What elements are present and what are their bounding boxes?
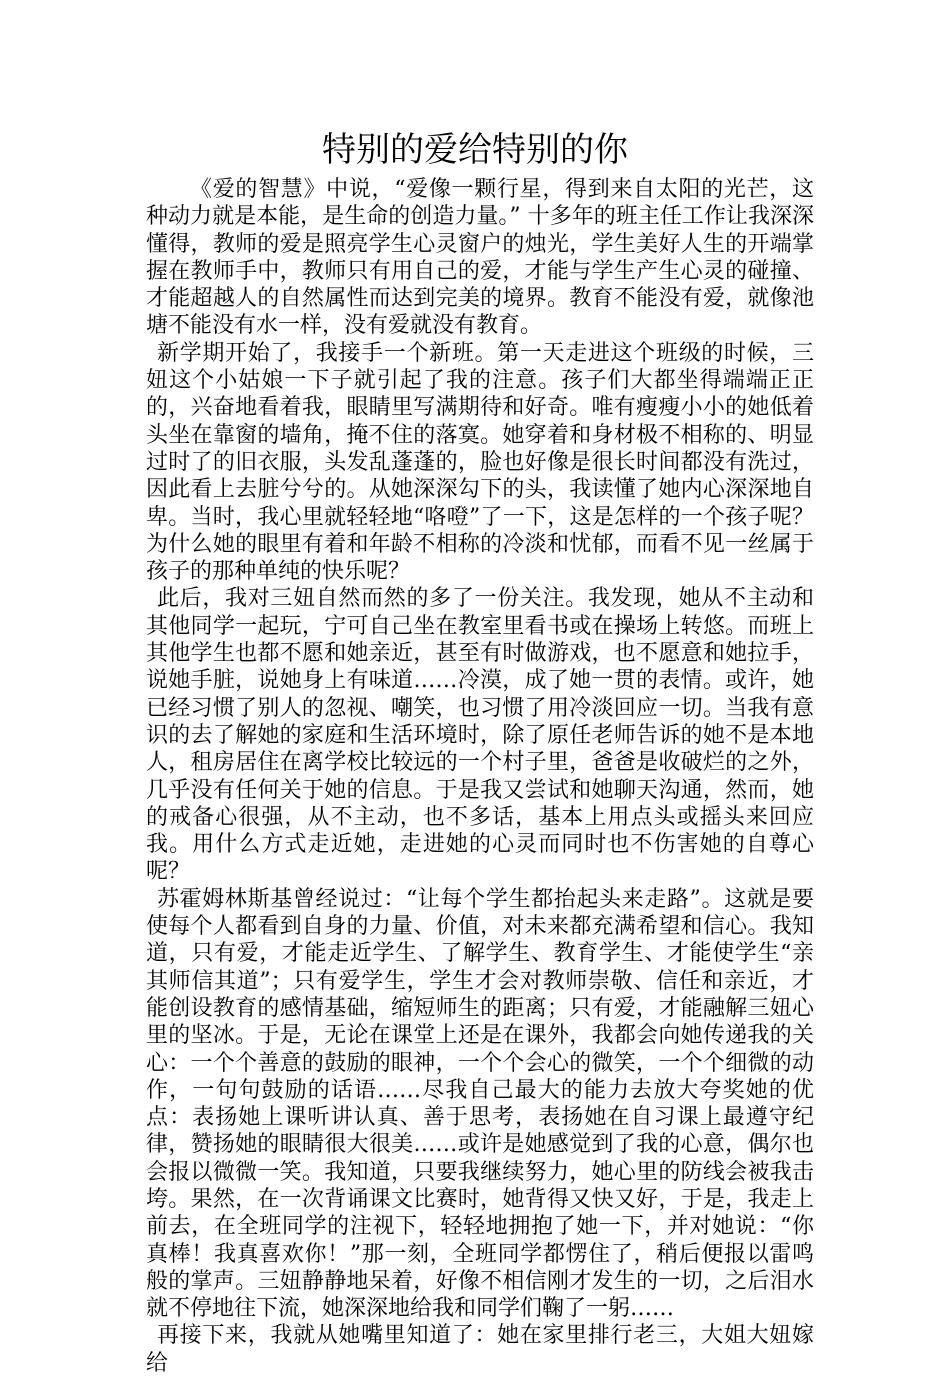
- paragraph-4: 苏霍姆林斯基曾经说过：“让每个学生都抬起头来走路”。这就是要使每个人都看到自身的力量、价值，对未来都充满希望和信心。我知道，只有爱，才能走近学生、了解学生、教育学生、才能使学生“亲其师信其道”；只有爱学生，学生才会对教师崇敬、信任和亲近，才能创设教育的感情基础，缩短师生的距离；只有爱，才能融解三妞心里的坚冰。于是，无论在课堂上还是在课外，我都会向她传递我的关心：一个个善意的鼓励的眼神，一个个会心的微笑，一个个细微的动作，一句句鼓励的话语……尽我自己最大的能力去放大夸奖她的优点：表扬她上课听讲认真、善于思考，表扬她在自习课上最遵守纪律，赞扬她的眼睛很大很美……或许是她感觉到了我的心意，偶尔也会报以微微一笑。我知道，只要我继续努力，她心里的防线会被我击垮。果然，在一次背诵课文比赛时，她背得又快又好，于是，我走上前去，在全班同学的注视下，轻轻地拥抱了她一下，并对她说：“你真棒！我真喜欢你！”那一刻，全班同学都愣住了，稍后便报以雷鸣般的掌声。三妞静静地呆着，好像不相信刚才发生的一切，之后泪水就不停地往下流，她深深地给我和同学们鞠了一躬……: [146, 886, 814, 1322]
- paragraph-3: 此后，我对三妞自然而然的多了一份关注。我发现，她从不主动和其他同学一起玩，宁可自己坐在教室里看书或在操场上转悠。而班上其他学生也都不愿和她亲近，甚至有时做游戏，也不愿意和她拉手，说她手脏，说她身上有味道……冷漠，成了她一贯的表情。或许，她已经习惯了别人的忽视、嘲笑，也习惯了用冷淡回应一切。当我有意识的去了解她的家庭和生活环境时，除了原任老师告诉的她不是本地人，租房居住在离学校比较远的一个村子里，爸爸是收破烂的之外，几乎没有任何关于她的信息。于是我又尝试和她聊天沟通，然而，她的戒备心很强，从不主动，也不多话，基本上用点头或摇头来回应我。用什么方式走近她，走进她的心灵而同时也不伤害她的自尊心呢？: [146, 586, 814, 885]
- paragraph-2: 新学期开始了，我接手一个新班。第一天走进这个班级的时候，三妞这个小姑娘一下子就引起了我的注意。孩子们大都坐得端端正正的，兴奋地看着我，眼睛里写满期待和好奇。唯有瘦瘦小小的她低着头坐在靠窗的墙角，掩不住的落寞。她穿着和身材极不相称的、明显过时了的旧衣服，头发乱蓬蓬的，脸也好像是很长时间都没有洗过，因此看上去脏兮兮的。从她深深勾下的头，我读懂了她内心深深地自卑。当时，我心里就轻轻地“咯噔”了一下，这是怎样的一个孩子呢？为什么她的眼里有着和年龄不相称的冷淡和忧郁，而看不见一丝属于孩子的那种单纯的快乐呢？: [146, 340, 814, 585]
- document-title: 特别的爱给特别的你: [322, 130, 628, 170]
- document-body: [146, 176, 814, 1377]
- paragraph-1: 《爱的智慧》中说，“爱像一颗行星，得到来自太阳的光芒，这种动力就是本能，是生命的创造力量。” 十多年的班主任工作让我深深懂得，教师的爱是照亮学生心灵窗户的烛光，学生美好人生的开端掌握在教师手中，教师只有用自己的爱，才能与学生产生心灵的碰撞、才能超越人的自然属性而达到完美的境界。教育不能没有爱，就像池塘不能没有水一样，没有爱就没有教育。: [146, 177, 814, 339]
- paragraph-5: 再接下来，我就从她嘴里知道了：她在家里排行老三，大姐大妞嫁给: [146, 1323, 814, 1376]
